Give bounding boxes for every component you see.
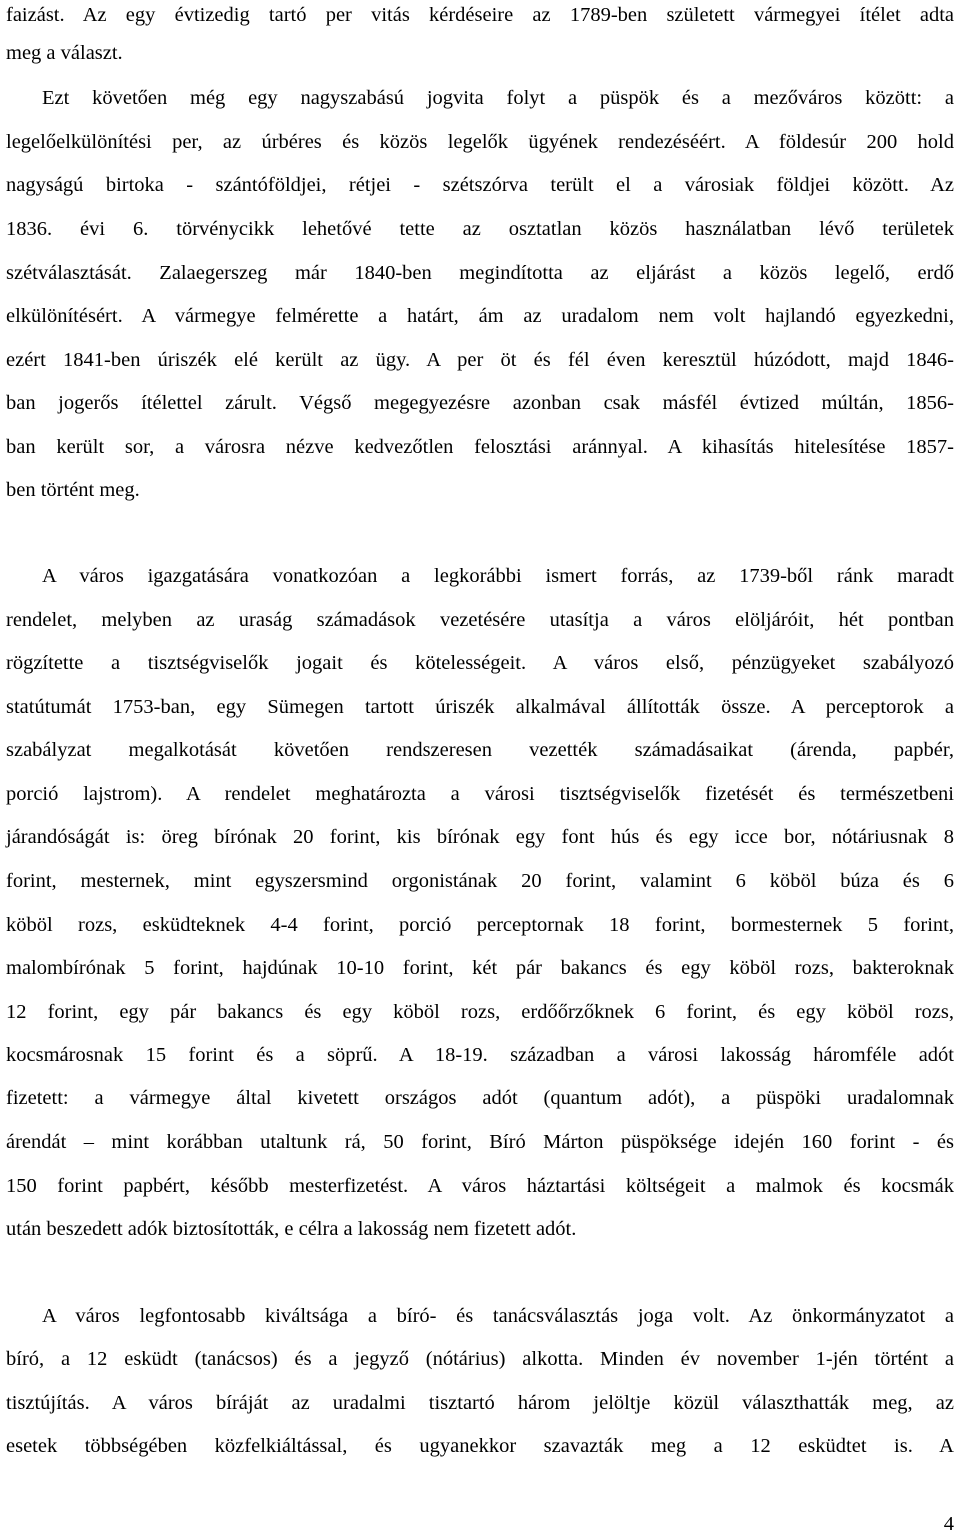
text-line: 150 forint papbért, később mesterfizetést. A város háztartási költségeit a malmok és kocsmák [6, 1175, 954, 1197]
text-line: szabályzat megalkotását követően rendszeresen vezették számadásaikat (árenda, papbér, [6, 739, 954, 761]
text-line: ben történt meg. [6, 479, 140, 501]
text-line: 12 forint, egy pár bakancs és egy köböl rozs, erdőőrzőknek 6 forint, és egy köböl rozs, [6, 1001, 954, 1023]
text-line: járandóságát is: öreg bírónak 20 forint, kis bírónak egy font hús és egy icce bor, nótáriusnak 8 [6, 826, 954, 848]
text-line: malombírónak 5 forint, hajdúnak 10-10 forint, két pár bakancs és egy köböl rozs, bakteroknak [6, 957, 954, 979]
text-line: köböl rozs, esküdteknek 4-4 forint, porció perceptornak 18 forint, bormesternek 5 forint, [6, 914, 954, 936]
page-number: 4 [943, 1513, 954, 1535]
text-line: ezért 1841-ben úriszék elé került az ügy. A per öt és fél éven keresztül húzódott, majd 1846- [6, 349, 954, 371]
text-line: A város legfontosabb kiváltsága a bíró- és tanácsválasztás joga volt. Az önkormányzatot a [42, 1305, 954, 1327]
text-line: rendelet, melyben az uraság számadások vezetésére utasítja a város elöljáróit, hét pontban [6, 609, 954, 631]
text-line: meg a választ. [6, 42, 123, 64]
text-line: fizetett: a vármegye által kivetett országos adót (quantum adót), a püspöki uradalomnak [6, 1087, 954, 1109]
text-line: árendát – mint korábban utaltunk rá, 50 forint, Bíró Márton püspöksége idején 160 forint - és [6, 1131, 954, 1153]
text-line: ban jogerős ítélettel zárult. Végső megegyezésre azonban csak másfél évtized múltán, 1856- [6, 392, 954, 414]
text-line: ban került sor, a városra nézve kedvezőtlen felosztási aránnyal. A kihasítás hitelesítése 1857- [6, 436, 954, 458]
text-line: statútumát 1753-ban, egy Sümegen tartott úriszék alkalmával állították össze. A perceptorok a [6, 696, 954, 718]
text-line: A város igazgatására vonatkozóan a legkorábbi ismert forrás, az 1739-ből ránk maradt [42, 565, 954, 587]
text-line: 1836. évi 6. törvénycikk lehetővé tette az osztatlan közös használatban lévő területek [6, 218, 954, 240]
text-line: elkülönítésért. A vármegye felmérette a határt, ám az uradalom nem volt hajlandó egyezkedni, [6, 305, 954, 327]
text-line: esetek többségében közfelkiáltással, és ugyanekkor szavazták meg a 12 esküdtet is. A [6, 1435, 954, 1457]
text-line: forint, mesternek, mint egyszersmind orgonistának 20 forint, valamint 6 köböl búza és 6 [6, 870, 954, 892]
text-line: kocsmárosnak 15 forint és a söprű. A 18-19. században a városi lakosság háromféle adót [6, 1044, 954, 1066]
text-line: faizást. Az egy évtizedig tartó per vitás kérdéseire az 1789-ben született vármegyei ítélet adta [6, 4, 954, 26]
text-line: nagyságú birtoka - szántóföldjei, rétjei - szétszórva terült el a városiak földjei között. Az [6, 174, 954, 196]
text-line: legelőelkülönítési per, az úrbéres és közös legelők ügyének rendezéséért. A földesúr 200 hold [6, 131, 954, 153]
text-line: bíró, a 12 esküdt (tanácsos) és a jegyző (nótárius) alkotta. Minden év november 1-jén történt a [6, 1348, 954, 1370]
text-line: után beszedett adók biztosították, e célra a lakosság nem fizetett adót. [6, 1218, 577, 1240]
text-line: tisztújítás. A város bíráját az uradalmi tisztartó három jelöltje közül választhatták meg, az [6, 1392, 954, 1414]
text-line: porció lajstrom). A rendelet meghatározta a városi tisztségviselők fizetését és természetbeni [6, 783, 954, 805]
text-line: szétválasztását. Zalaegerszeg már 1840-ben megindította az eljárást a közös legelő, erdő [6, 262, 954, 284]
text-line: rögzítette a tisztségviselők jogait és kötelességeit. A város első, pénzügyeket szabályozó [6, 652, 954, 674]
text-line: Ezt követően még egy nagyszabású jogvita folyt a püspök és a mezőváros között: a [42, 87, 954, 109]
